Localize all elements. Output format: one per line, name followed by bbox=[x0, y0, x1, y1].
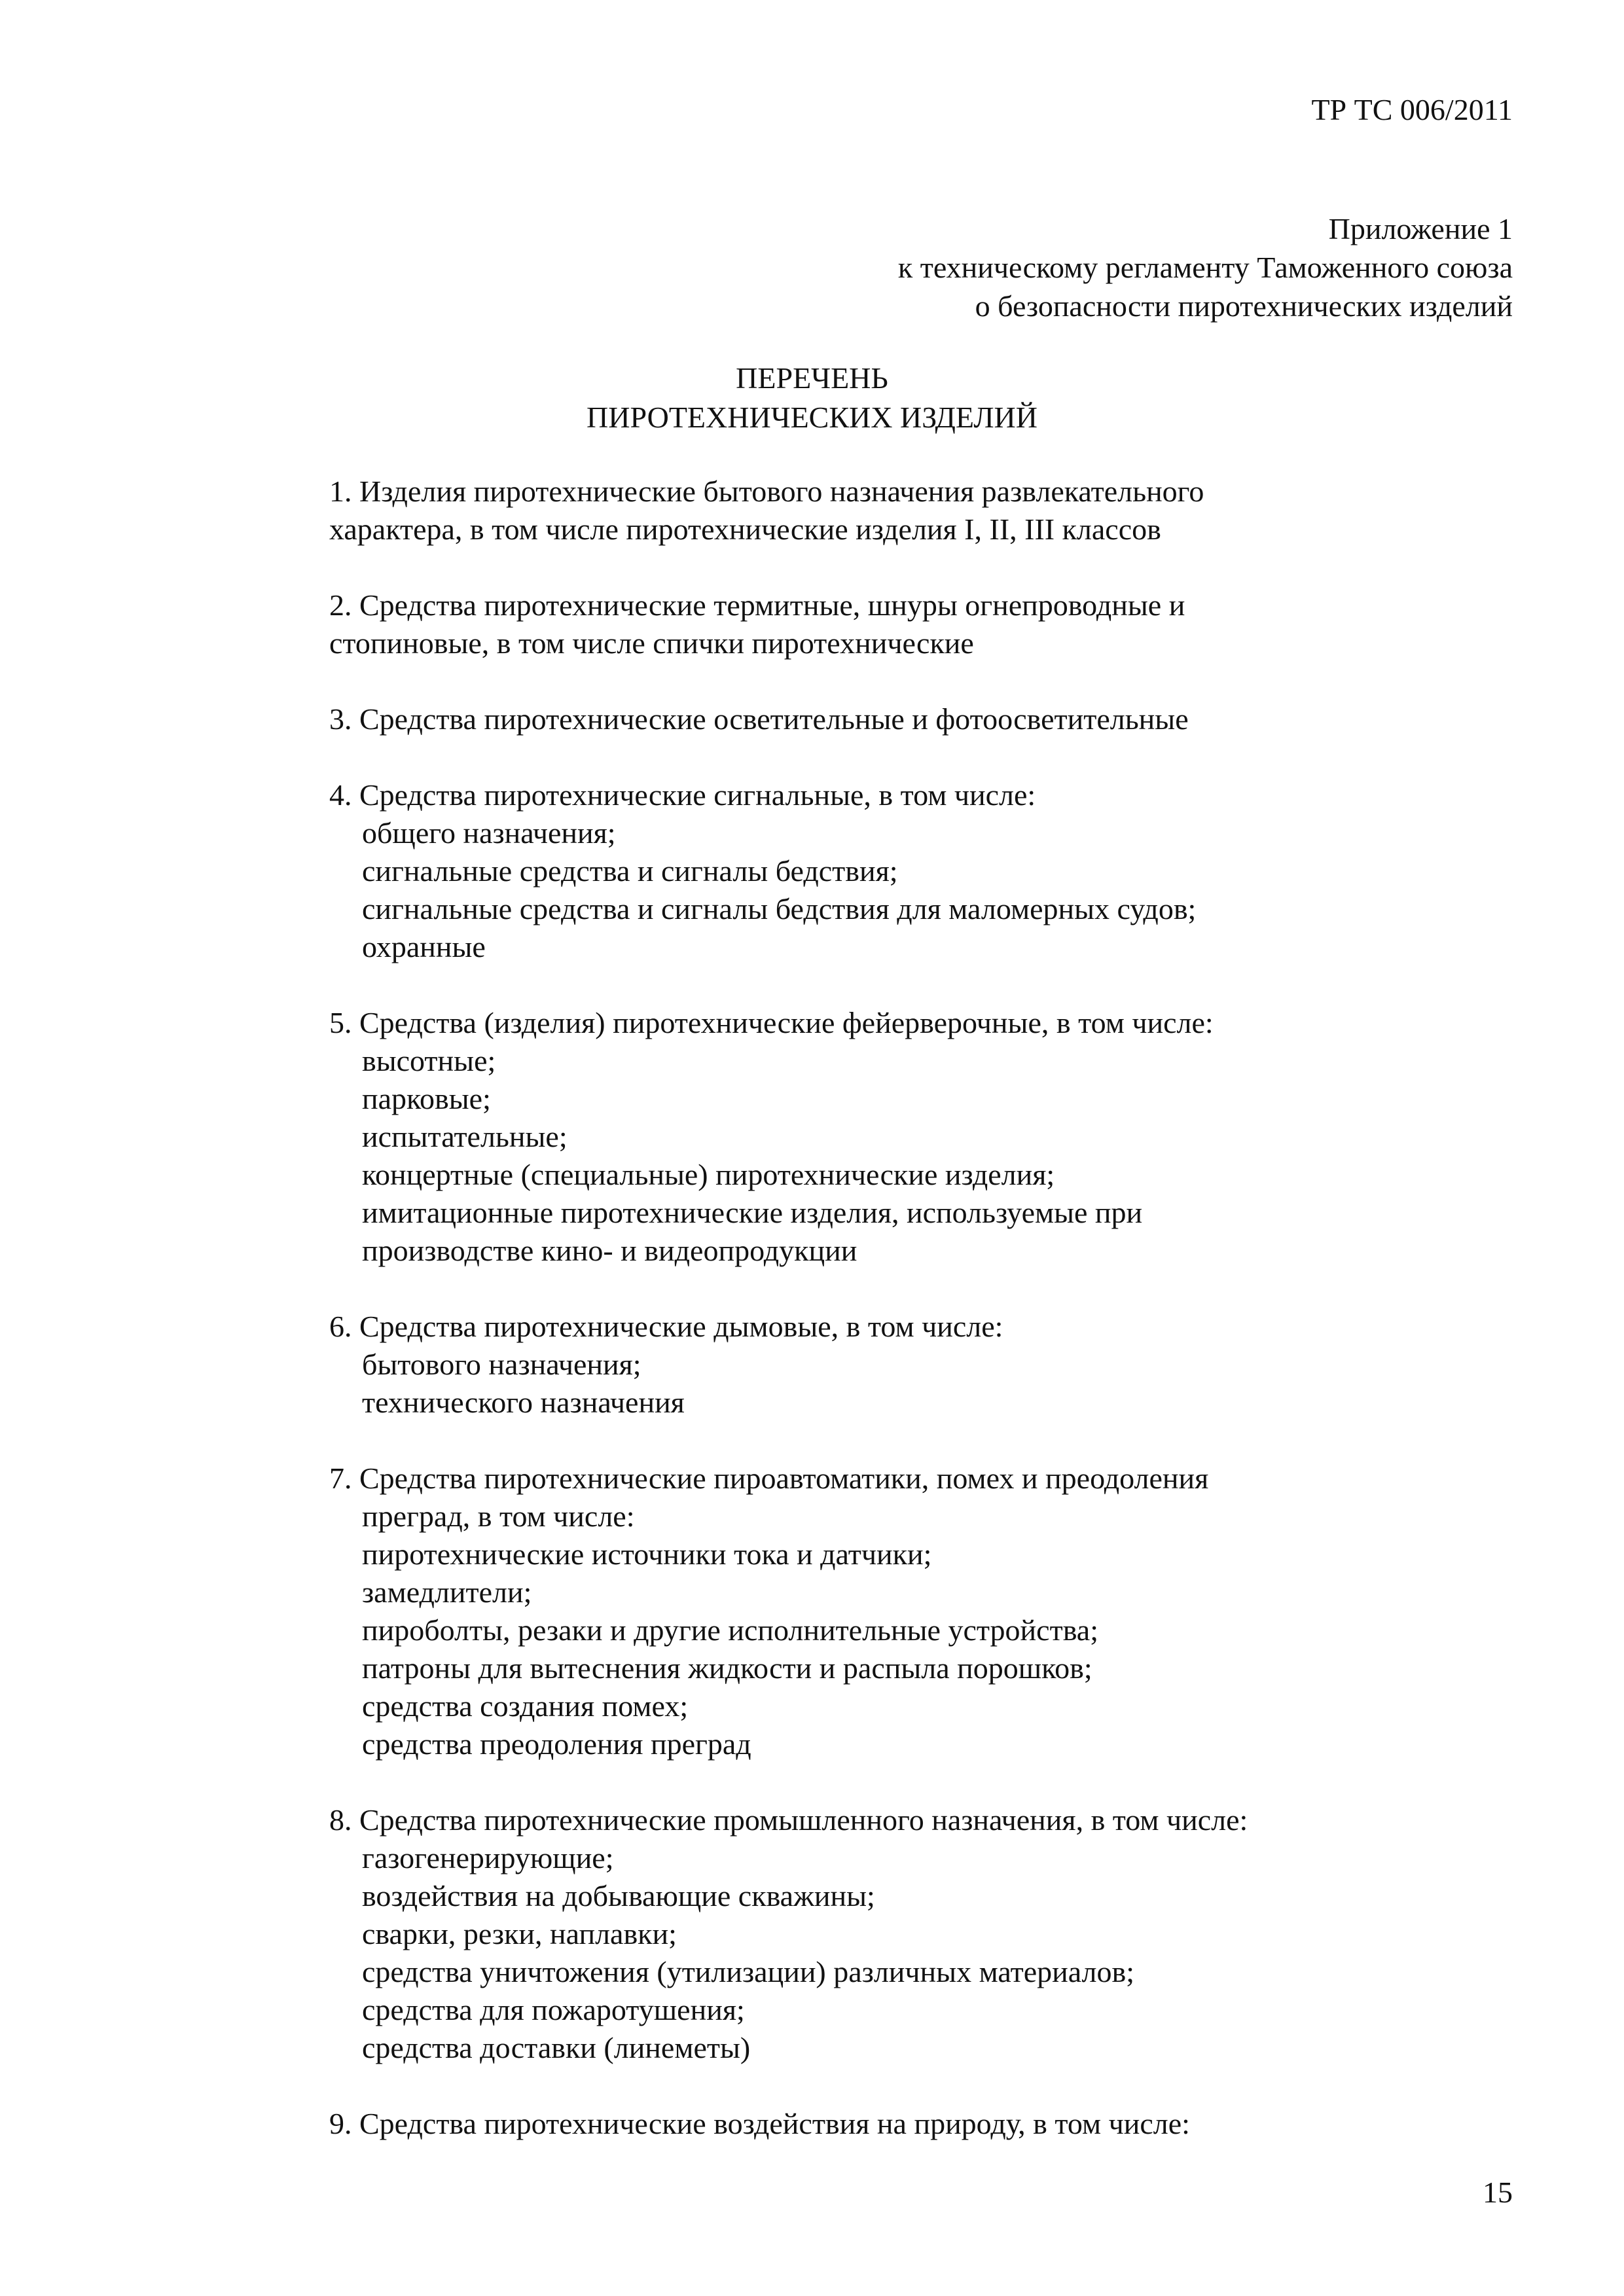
sub-item: средства доставки (линеметы) bbox=[362, 2031, 751, 2064]
list-item bbox=[329, 776, 1521, 966]
sub-item: средства преодоления преград bbox=[362, 1727, 751, 1761]
list-item bbox=[329, 700, 1521, 738]
title-line: ПИРОТЕХНИЧЕСКИХ ИЗДЕЛИЙ bbox=[586, 401, 1038, 434]
appendix-line: о безопасности пиротехнических изделий bbox=[975, 289, 1513, 323]
item-heading: 8. Средства пиротехнические промышленного назначения, в том числе: bbox=[329, 1803, 1248, 1837]
list-item bbox=[329, 1004, 1521, 1270]
appendix-line: Приложение 1 bbox=[1328, 212, 1513, 245]
item-heading: 6. Средства пиротехнические дымовые, в том числе: bbox=[329, 1310, 1003, 1343]
sub-item: замедлители; bbox=[362, 1575, 532, 1609]
sub-item: охранные bbox=[362, 930, 486, 963]
list-item bbox=[329, 1308, 1521, 1422]
sub-item: бытового назначения; bbox=[362, 1348, 641, 1381]
sub-item: концертные (специальные) пиротехнические изделия; bbox=[362, 1158, 1055, 1191]
page-number: 15 bbox=[1483, 2176, 1513, 2209]
sub-item: средства создания помех; bbox=[362, 1689, 689, 1723]
item-heading: 2. Средства пиротехнические термитные, шнуры огнепроводные и bbox=[329, 588, 1185, 622]
sub-item: средства уничтожения (утилизации) различных материалов; bbox=[362, 1955, 1135, 1988]
title-line: ПЕРЕЧЕНЬ bbox=[736, 361, 888, 395]
appendix-reference bbox=[898, 209, 1513, 325]
sub-item: сварки, резки, наплавки; bbox=[362, 1917, 677, 1950]
sub-item: производстве кино- и видеопродукции bbox=[362, 1234, 857, 1267]
list-item bbox=[329, 1460, 1521, 1763]
document-code: ТР ТС 006/2011 bbox=[1311, 93, 1513, 126]
item-heading: 5. Средства (изделия) пиротехнические фейерверочные, в том числе: bbox=[329, 1006, 1214, 1039]
sub-item: испытательные; bbox=[362, 1120, 568, 1153]
document-title bbox=[0, 359, 1624, 437]
sub-item: парковые; bbox=[362, 1082, 491, 1115]
sub-item: высотные; bbox=[362, 1044, 496, 1077]
list-item bbox=[329, 2105, 1521, 2143]
item-heading: 3. Средства пиротехнические осветительные и фотоосветительные bbox=[329, 702, 1189, 736]
sub-item: технического назначения bbox=[362, 1386, 685, 1419]
sub-item: воздействия на добывающие скважины; bbox=[362, 1879, 875, 1912]
sub-item: пироболты, резаки и другие исполнительные устройства; bbox=[362, 1613, 1099, 1647]
sub-item: преград, в том числе: bbox=[362, 1499, 635, 1533]
item-heading: 4. Средства пиротехнические сигнальные, в том числе: bbox=[329, 778, 1036, 812]
item-heading: 1. Изделия пиротехнические бытового назначения развлекательного bbox=[329, 475, 1204, 508]
sub-item: пиротехнические источники тока и датчики; bbox=[362, 1537, 932, 1571]
sub-item: сигнальные средства и сигналы бедствия для маломерных судов; bbox=[362, 892, 1197, 925]
product-list bbox=[329, 473, 1521, 2181]
appendix-line: к техническому регламенту Таможенного союза bbox=[897, 251, 1513, 284]
sub-item: газогенерирующие; bbox=[362, 1841, 614, 1874]
sub-item: общего назначения; bbox=[362, 816, 616, 850]
item-continuation: стопиновые, в том числе спички пиротехнические bbox=[329, 626, 974, 660]
item-continuation: характера, в том числе пиротехнические изделия I, II, III классов bbox=[329, 512, 1161, 546]
sub-item: имитационные пиротехнические изделия, используемые при bbox=[362, 1196, 1143, 1229]
list-item bbox=[329, 473, 1521, 548]
item-heading: 7. Средства пиротехнические пироавтоматики, помех и преодоления bbox=[329, 1462, 1209, 1495]
sub-item: сигнальные средства и сигналы бедствия; bbox=[362, 854, 898, 888]
sub-item: средства для пожаротушения; bbox=[362, 1993, 745, 2026]
item-heading: 9. Средства пиротехнические воздействия на природу, в том числе: bbox=[329, 2107, 1190, 2140]
list-item bbox=[329, 1801, 1521, 2067]
list-item bbox=[329, 586, 1521, 662]
sub-item: патроны для вытеснения жидкости и распыла порошков; bbox=[362, 1651, 1092, 1685]
